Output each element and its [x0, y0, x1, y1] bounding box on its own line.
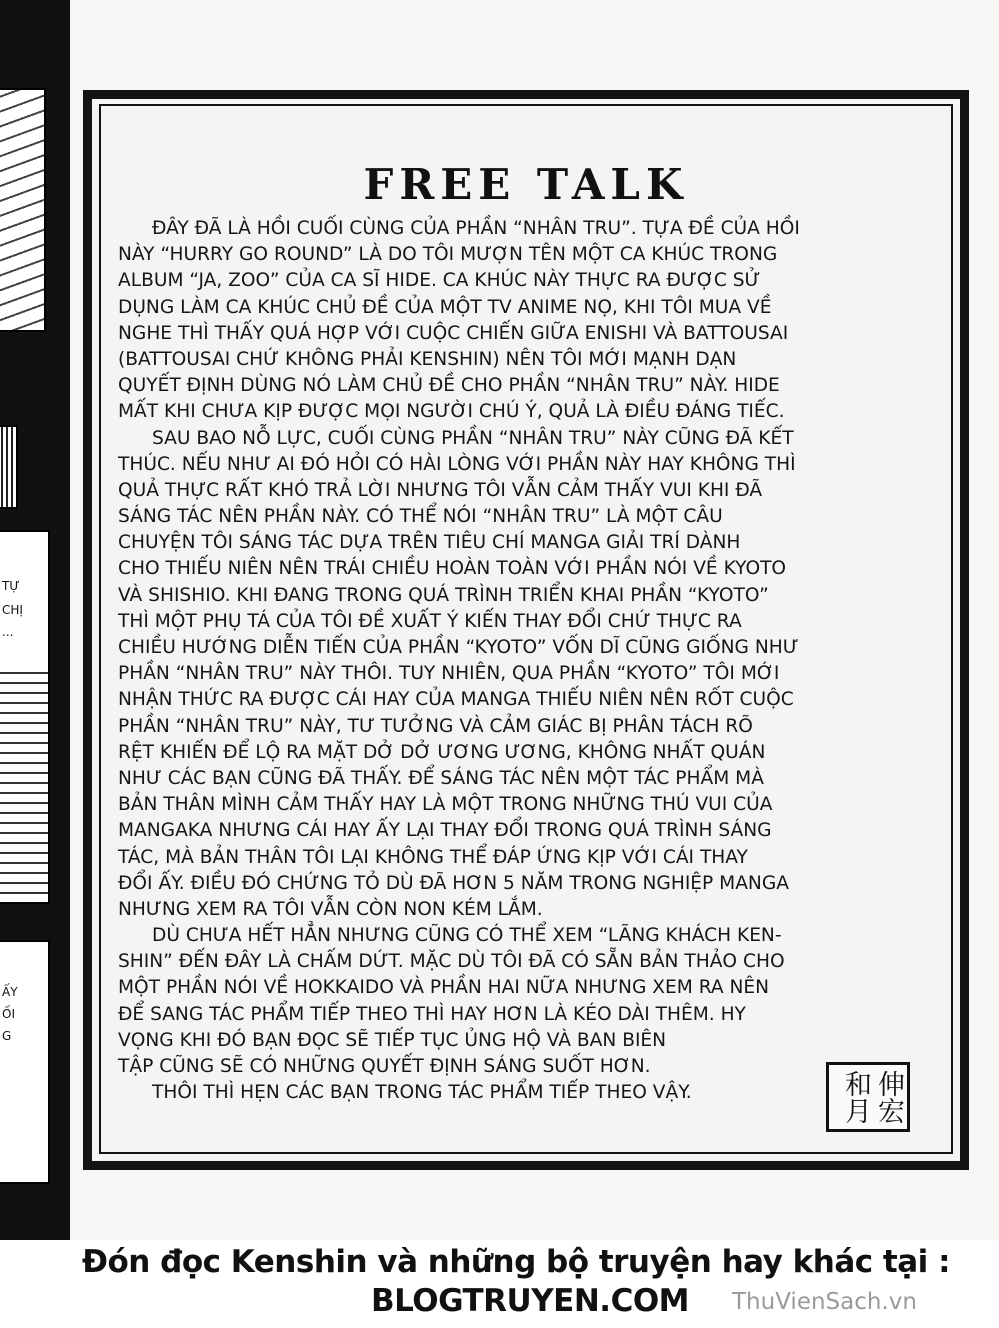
footer-promo-text: Đón đọc Kenshin và những bộ truyện hay khác tại :	[82, 1244, 950, 1280]
page-title: FREE TALK	[363, 160, 689, 209]
speech-fragment: ẤY	[2, 985, 18, 999]
article-line: MẤT KHI CHƯA KỊP ĐƯỢC MỌI NGƯỜI CHÚ Ý, QUẢ LÀ ĐIỀU ĐÁNG TIẾC.	[118, 401, 785, 423]
manga-panel-fragment	[0, 88, 46, 332]
article-line: SÁNG TÁC NÊN PHẦN NÀY. CÓ THỂ NÓI “NHÂN TRU” LÀ MỘT CÂU	[118, 506, 723, 528]
article-line: DÙ CHƯA HẾT HẲN NHƯNG CŨNG CÓ THỂ XEM “LÃNG KHÁCH KEN-	[152, 925, 782, 947]
article-line: THÔI THÌ HẸN CÁC BẠN TRONG TÁC PHẨM TIẾP THEO VẬY.	[152, 1082, 692, 1104]
article-line: TẬP CŨNG SẼ CÓ NHỮNG QUYẾT ĐỊNH SÁNG SUỐT HƠN.	[118, 1056, 651, 1077]
panel-hatching	[0, 672, 48, 902]
watermark-text: ThuVienSach.vn	[732, 1289, 917, 1315]
manga-panel-fragment	[0, 530, 50, 904]
article-line: DỤNG LÀM CA KHÚC CHỦ ĐỀ CỦA MỘT TV ANIME NỌ, KHI TÔI MUA VỀ	[118, 296, 772, 318]
article-line: MANGAKA NHƯNG CÁI HAY ẤY LẠI THAY ĐỔI TRONG QUÁ TRÌNH SÁNG	[118, 820, 772, 842]
manga-panel-fragment	[0, 425, 18, 509]
article-line: NÀY “HURRY GO ROUND” LÀ DO TÔI MƯỢN TÊN MỘT CA KHÚC TRONG	[118, 244, 778, 266]
article-line: THÌ MỘT PHỤ TÁ CỦA TÔI ĐỀ XUẤT Ý KIẾN THAY ĐỔI CHỨ THỰC RA	[118, 610, 742, 632]
article-line: SHIN” ĐẾN ĐÂY LÀ CHẤM DỨT. MẶC DÙ TÔI ĐÃ CÓ SẴN BẢN THẢO CHO	[118, 951, 785, 973]
article-line: NHƯ CÁC BẠN CŨNG ĐÃ THẤY. ĐỂ SÁNG TÁC NÊN MỘT TÁC PHẨM MÀ	[118, 767, 764, 789]
article-line: QUẢ THỰC RẤT KHÓ TRẢ LỜI NHƯNG TÔI VẪN CẢM THẤY VUI KHI ĐÃ	[118, 479, 763, 501]
article-line: ALBUM “JA, ZOO” CỦA CA SĨ HIDE. CA KHÚC NÀY THỰC RA ĐƯỢC SỬ	[118, 270, 761, 292]
speech-fragment: ỐI	[2, 1007, 15, 1021]
article-body	[118, 216, 938, 1106]
article-line: ĐÂY ĐÃ LÀ HỒI CUỐI CÙNG CỦA PHẦN “NHÂN TRU”. TỰA ĐỀ CỦA HỒI	[152, 218, 800, 239]
article-line: CHUYỆN TÔI SÁNG TÁC DỰA TRÊN TIÊU CHÍ MANGA GIẢI TRÍ DÀNH	[118, 532, 741, 554]
footer-site-link[interactable]: BLOGTRUYEN.COM	[371, 1283, 690, 1319]
article-line: CHIỀU HƯỚNG DIỄN TIẾN CỦA PHẦN “KYOTO” VỐN DĨ CŨNG GIỐNG NHƯ	[118, 637, 799, 658]
article-line: VỌNG KHI ĐÓ BẠN ĐỌC SẼ TIẾP TỤC ỦNG HỘ VÀ BAN BIÊN	[118, 1029, 667, 1051]
article-line: ĐỂ SANG TÁC PHẨM TIẾP THEO THÌ HAY HƠN LÀ KÉO DÀI THÊM. HY	[118, 1003, 746, 1025]
speech-fragment: CHỊ	[2, 603, 23, 617]
article-line: RỆT KHIẾN ĐỂ LỘ RA MẶT DỞ DỞ ƯƠNG ƯƠNG, KHÔNG NHẤT QUÁN	[118, 741, 766, 763]
article-line: QUYẾT ĐỊNH DÙNG NÓ LÀM CHỦ ĐỀ CHO PHẦN “NHÂN TRU” NÀY. HIDE	[118, 375, 780, 397]
article-line: MỘT PHẦN NÓI VỀ HOKKAIDO VÀ PHẦN HAI NỮA NHƯNG XEM RA NÊN	[118, 977, 770, 999]
speech-fragment: TỰ	[2, 579, 20, 593]
article-line: ĐỔI ẤY. ĐIỀU ĐÓ CHỨNG TỎ DÙ ĐÃ HƠN 5 NĂM TRONG NGHIỆP MANGA	[118, 872, 789, 894]
article-line: TÁC, MÀ BẢN THÂN TÔI LẠI KHÔNG THỂ ĐÁP ỨNG KỊP VỚI CÁI THAY	[118, 846, 748, 868]
article-line: CHO THIẾU NIÊN NÊN TRÁI CHIỀU HOÀN TOÀN VỚI PHẦN NÓI VỀ KYOTO	[118, 558, 787, 580]
article-line: NHẬN THỨC RA ĐƯỢC CÁI HAY CỦA MANGA THIẾU NIÊN NÊN RỐT CUỘC	[118, 689, 794, 711]
article-line: (BATTOUSAI CHỨ KHÔNG PHẢI KENSHIN) NÊN TÔI MỚI MẠNH DẠN	[118, 348, 737, 370]
article-line: NGHE THÌ THẤY QUÁ HỢP VỚI CUỘC CHIẾN GIỮA ENISHI VÀ BATTOUSAI	[118, 322, 789, 344]
article-line: THÚC. NẾU NHƯ AI ĐÓ HỎI CÓ HÀI LÒNG VỚI PHẦN NÀY HAY KHÔNG THÌ	[118, 453, 796, 475]
article-line: VÀ SHISHIO. KHI ĐANG TRONG QUÁ TRÌNH TRIỂN KHAI PHẦN “KYOTO”	[118, 584, 769, 606]
manga-panel-fragment	[0, 940, 50, 1184]
article-line: NHƯNG XEM RA TÔI VẪN CÒN NON KÉM LẮM.	[118, 898, 543, 920]
article-line: BẢN THÂN MÌNH CẢM THẤY HAY LÀ MỘT TRONG NHỮNG THÚ VUI CỦA	[118, 794, 773, 816]
author-seal-stamp: 伸宏和月	[826, 1062, 910, 1132]
adjacent-page-spine	[0, 0, 70, 1240]
article-line: SAU BAO NỖ LỰC, CUỐI CÙNG PHẦN “NHÂN TRU” NÀY CŨNG ĐÃ KẾT	[152, 427, 794, 449]
speech-fragment: ...	[2, 625, 14, 639]
article-line: PHẦN “NHÂN TRU” NÀY, TƯ TƯỞNG VÀ CẢM GIÁC BỊ PHÂN TÁCH RÕ	[118, 715, 753, 737]
article-line: PHẦN “NHÂN TRU” NÀY THÔI. TUY NHIÊN, QUA PHẦN “KYOTO” TÔI MỚI	[118, 663, 780, 685]
speech-fragment: G	[2, 1029, 12, 1043]
